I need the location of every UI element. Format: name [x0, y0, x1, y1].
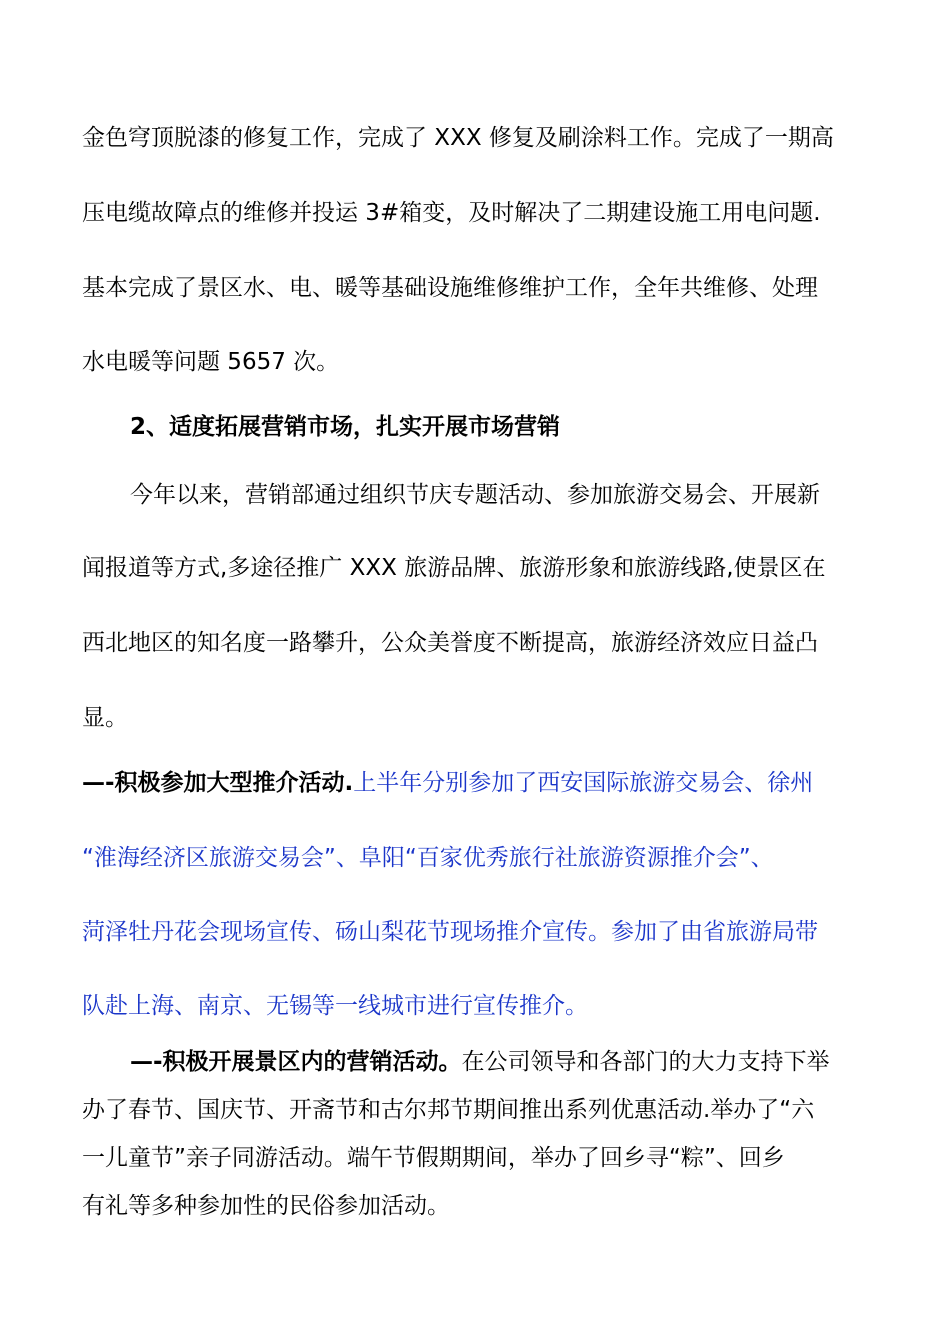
item2-line-3: 一儿童节”亲子同游活动。端午节假期期间，举办了回乡寻“粽”、回乡: [82, 1145, 785, 1171]
paragraph1-line-2: 压电缆故障点的维修并投运 3#箱变，及时解决了二期建设施工用电问题.: [82, 200, 821, 226]
paragraph1-line-3: 基本完成了景区水、电、暖等基础设施维修维护工作，全年共维修、处理: [82, 275, 818, 301]
paragraph2-line-2: 闻报道等方式,多途径推广 XXX 旅游品牌、旅游形象和旅游线路,使景区在: [82, 555, 826, 581]
item1-text-start: 上半年分别参加了西安国际旅游交易会、徐州: [353, 770, 814, 796]
item2-line-2: 办了春节、国庆节、开斋节和古尔邦节期间推出系列优惠活动.举办了“六: [82, 1097, 815, 1123]
section-heading: 2、适度拓展营销市场，扎实开展市场营销: [130, 414, 561, 440]
paragraph2-line-1: 今年以来，营销部通过组织节庆专题活动、参加旅游交易会、开展新: [130, 482, 820, 508]
item2-text-start: 在公司领导和各部门的大力支持下举: [461, 1049, 830, 1075]
paragraph1-line-4: 水电暖等问题 5657 次。: [82, 349, 340, 375]
item1-line-3: 菏泽牡丹花会现场宣传、砀山梨花节现场推介宣传。参加了由省旅游局带: [82, 919, 818, 945]
paragraph2-line-3: 西北地区的知名度一路攀升，公众美誉度不断提高，旅游经济效应日益凸: [82, 630, 818, 656]
paragraph2-line-4: 显。: [82, 705, 128, 731]
item1-title: —-积极参加大型推介活动.: [82, 770, 354, 796]
item1-line-2: “淮海经济区旅游交易会”、阜阳“百家优秀旅行社旅游资源推介会”、: [82, 845, 774, 871]
item1-line-4: 队赴上海、南京、无锡等一线城市进行宣传推介。: [82, 993, 588, 1019]
item2-title: —-积极开展景区内的营销活动。: [130, 1049, 462, 1075]
item2-first-line: [130, 1047, 830, 1077]
paragraph1-line-1: 金色穹顶脱漆的修复工作，完成了 XXX 修复及刷涂料工作。完成了一期高: [82, 125, 834, 151]
item1-first-line: [82, 768, 813, 798]
item2-line-4: 有礼等多种参加性的民俗参加活动。: [82, 1193, 450, 1219]
